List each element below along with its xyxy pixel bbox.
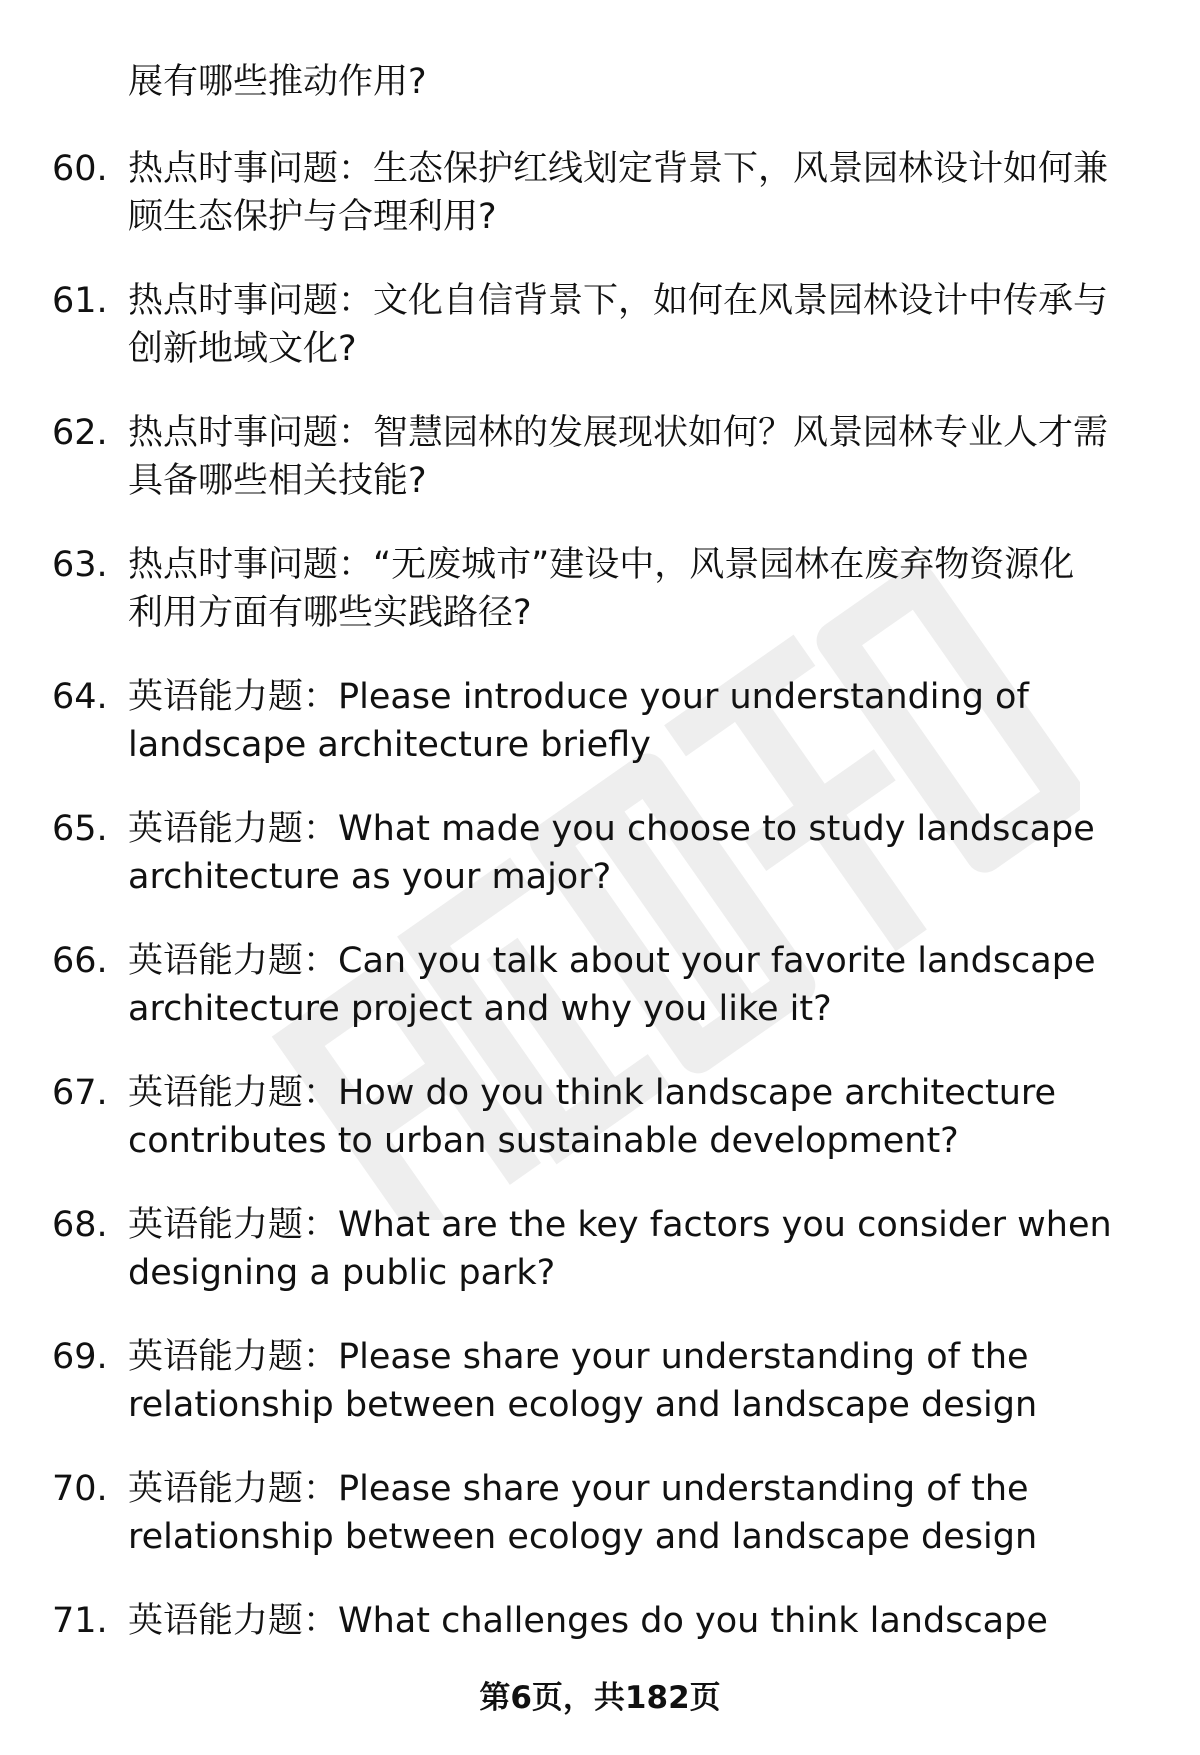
question-number: 61. [52, 281, 108, 321]
question-line: 英语能力题：How do you think landscape architecture [128, 1073, 1057, 1113]
question-number: 69. [52, 1337, 108, 1377]
question-number: 66. [52, 941, 108, 981]
question-text [128, 1465, 1138, 1561]
question-item [0, 1201, 1200, 1333]
question-text [128, 937, 1138, 1033]
question-text [128, 541, 1138, 637]
question-line: 英语能力题：What made you choose to study landscape [128, 809, 1095, 849]
question-text [128, 1201, 1138, 1297]
question-number: 64. [52, 677, 108, 717]
question-line: 英语能力题：What are the key factors you consider when [128, 1205, 1112, 1245]
question-line: architecture as your major? [128, 857, 612, 897]
question-text [128, 409, 1138, 505]
question-text [128, 1069, 1138, 1165]
question-line: 热点时事问题：生态保护红线划定背景下，风景园林设计如何兼 [128, 149, 1109, 189]
question-line: relationship between ecology and landscape design [128, 1385, 1038, 1425]
question-line: architecture project and why you like it? [128, 989, 832, 1029]
question-line: 热点时事问题：文化自信背景下，如何在风景园林设计中传承与 [128, 281, 1109, 321]
question-list [0, 145, 1200, 1729]
question-line: landscape architecture briefly [128, 725, 651, 765]
question-item [0, 277, 1200, 409]
question-text [128, 673, 1138, 769]
question-item [0, 937, 1200, 1069]
question-line: 具备哪些相关技能? [128, 461, 427, 501]
page-footer: 第6页，共182页 [479, 1680, 721, 1716]
question-item [0, 145, 1200, 277]
question-line: relationship between ecology and landscape design [128, 1517, 1038, 1557]
question-text [128, 1597, 1138, 1645]
question-line: contributes to urban sustainable development? [128, 1121, 959, 1161]
question-number: 71. [52, 1601, 108, 1641]
question-line: 利用方面有哪些实践路径? [128, 593, 532, 633]
question-number: 70. [52, 1469, 108, 1509]
question-line: 顾生态保护与合理利用? [128, 197, 497, 237]
question-number: 63. [52, 545, 108, 585]
question-item [0, 1069, 1200, 1201]
question-number: 62. [52, 413, 108, 453]
question-line: 英语能力题：Please share your understanding of the [128, 1337, 1029, 1377]
question-text [128, 277, 1138, 373]
question-item [0, 1465, 1200, 1597]
question-text [128, 145, 1138, 241]
question-text [128, 805, 1138, 901]
question-text [128, 1333, 1138, 1429]
question-number: 65. [52, 809, 108, 849]
question-continuation-text: 展有哪些推动作用? [128, 62, 427, 102]
question-item [0, 409, 1200, 541]
question-line: 热点时事问题：“无废城市”建设中，风景园林在废弃物资源化 [128, 545, 1075, 585]
question-item [0, 673, 1200, 805]
question-item [0, 541, 1200, 673]
question-number: 67. [52, 1073, 108, 1113]
question-line: designing a public park? [128, 1253, 556, 1293]
question-line: 英语能力题：What challenges do you think landscape [128, 1601, 1048, 1641]
question-item [0, 805, 1200, 937]
question-line: 创新地域文化? [128, 329, 357, 369]
question-number: 60. [52, 149, 108, 189]
question-line: 英语能力题：Please share your understanding of the [128, 1469, 1029, 1509]
question-line: 英语能力题：Please introduce your understanding of [128, 677, 1029, 717]
question-line: 热点时事问题：智慧园林的发展现状如何？风景园林专业人才需 [128, 413, 1109, 453]
question-line: 英语能力题：Can you talk about your favorite landscape [128, 941, 1096, 981]
question-number: 68. [52, 1205, 108, 1245]
question-item [0, 1333, 1200, 1465]
